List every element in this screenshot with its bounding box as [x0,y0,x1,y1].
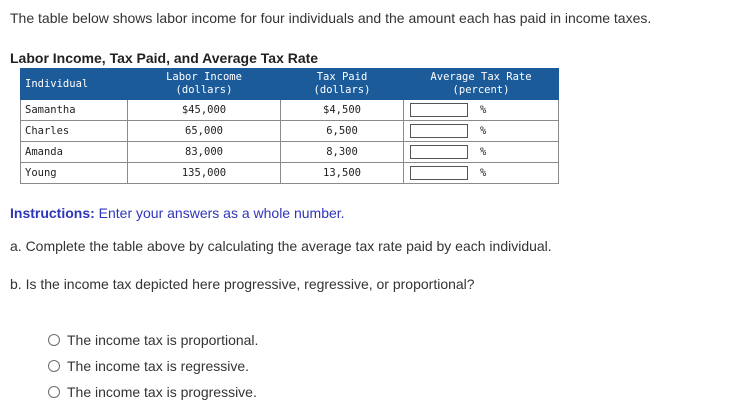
table-row [21,142,559,163]
option-progressive-label: The income tax is progressive. [67,384,257,400]
percent-unit: % [480,104,487,116]
cell-labor-income: 65,000 [128,121,281,142]
answer-options [48,327,258,405]
cell-tax-paid: 13,500 [281,163,404,184]
option-proportional-label: The income tax is proportional. [67,332,259,348]
header-labor-income-line2: (dollars) [175,84,233,96]
intro-text: The table below shows labor income for four individuals and the amount each has paid in income taxes. [10,10,652,26]
cell-tax-paid: 8,300 [281,142,404,163]
radio-unchecked-icon[interactable] [48,360,60,372]
header-labor-income-line1: Labor Income [166,71,242,83]
table-header-row [21,69,559,100]
cell-labor-income: 83,000 [128,142,281,163]
instructions-label: Instructions: [10,205,95,221]
radio-unchecked-icon[interactable] [48,334,60,346]
average-tax-rate-input-charles[interactable] [410,124,468,138]
option-progressive[interactable] [48,379,258,405]
cell-individual: Charles [21,121,128,142]
percent-unit: % [480,146,487,158]
percent-unit: % [480,167,487,179]
average-tax-rate-input-samantha[interactable] [410,103,468,117]
header-average-tax-rate [404,69,559,100]
header-individual [21,69,128,100]
cell-average-tax-rate [404,100,559,121]
table-row [21,163,559,184]
header-tax-paid [281,69,404,100]
option-proportional[interactable] [48,327,258,353]
cell-tax-paid: 6,500 [281,121,404,142]
cell-average-tax-rate [404,142,559,163]
cell-individual: Young [21,163,128,184]
average-tax-rate-input-young[interactable] [410,166,468,180]
percent-unit: % [480,125,487,137]
table-row [21,121,559,142]
table-title: Labor Income, Tax Paid, and Average Tax Rate [10,50,319,66]
average-tax-rate-input-amanda[interactable] [410,145,468,159]
question-a: a. Complete the table above by calculating the average tax rate paid by each individual. [10,238,552,254]
header-tax-paid-line1: Tax Paid [316,71,368,83]
cell-labor-income: $45,000 [128,100,281,121]
table-row [21,100,559,121]
header-labor-income [128,69,281,100]
option-regressive[interactable] [48,353,258,379]
instructions-text: Enter your answers as a whole number. [94,205,345,221]
option-regressive-label: The income tax is regressive. [67,358,250,374]
cell-tax-paid: $4,500 [281,100,404,121]
header-tax-paid-line2: (dollars) [313,84,371,96]
cell-average-tax-rate [404,163,559,184]
instructions [10,205,345,221]
cell-individual: Amanda [21,142,128,163]
cell-labor-income: 135,000 [128,163,281,184]
header-average-tax-rate-line1: Average Tax Rate [430,71,532,83]
cell-average-tax-rate [404,121,559,142]
radio-unchecked-icon[interactable] [48,386,60,398]
header-average-tax-rate-line2: (percent) [452,84,510,96]
header-individual-label: Individual [25,77,89,90]
question-b: b. Is the income tax depicted here progressive, regressive, or proportional? [10,276,475,292]
cell-individual: Samantha [21,100,128,121]
tax-table [20,68,559,184]
